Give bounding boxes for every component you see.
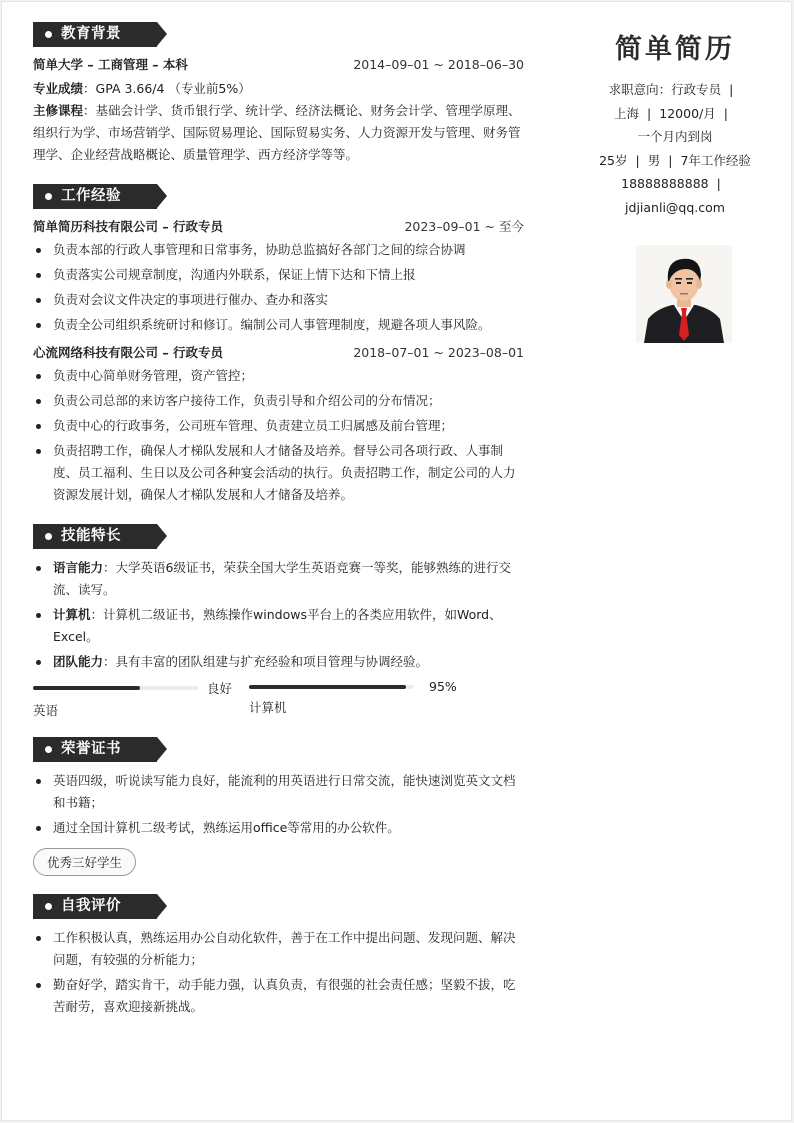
section-header-self-eval [33,894,157,919]
gpa-value: ：GPA 3.66/4 （专业前5%） [83,81,251,96]
section-header-education [33,22,157,47]
skill-level: 良好 [207,681,233,696]
skill-label: 语言能力 [53,560,104,575]
left-column [33,22,524,1036]
list-item: 英语四级，听说读写能力良好，能流利的用英语进行日常交流，能快速浏览英文文档和书籍； [33,770,524,814]
skill-label: 计算机 [53,607,91,622]
resume-page [1,1,792,1121]
section-title: 荣誉证书 [61,741,121,757]
section-title: 教育背景 [61,26,121,42]
age: 25岁 [599,152,628,168]
skill-text: ：具有丰富的团队组建与扩充经验和项目管理与协调经验。 [103,654,429,669]
skill-label: 团队能力 [53,654,104,669]
intent-line [562,78,788,102]
list-item: 负责中心简单财务管理，资产管控； [33,365,524,387]
personal-line [562,149,788,173]
bullet-dot-icon [45,746,52,753]
bullet-dot-icon [45,31,52,38]
separator: | [723,105,728,121]
job-header [33,344,524,362]
separator: | [729,82,734,97]
list-item [33,557,524,601]
courses-line [33,100,524,166]
salary: 12000/月 [659,105,716,121]
courses-value: ：基础会计学、货币银行学、统计学、经济法概论、财务会计学、管理学原理、组织行为学、市场营销学、国际贸易理论、国际贸易实务、人力资源开发与管理、财务管理学、企业经营战略概论、质量管理学、西方经济学等等。 [33,103,521,162]
skill-text: ：计算机二级证书，熟练操作windows平台上的各类应用软件，如Word、Excel。 [53,607,502,644]
list-item: 负责全公司组织系统研讨和修订。编制公司人事管理制度，规避各项人事风险。 [33,314,524,336]
list-item: 勤奋好学，踏实肯干，动手能力强，认真负责，有很强的社会责任感；坚毅不拔，吃苦耐劳，喜欢迎接新挑战。 [33,974,524,1018]
list-item [33,651,524,673]
list-item: 工作积极认真，熟练运用办公自动化软件，善于在工作中提出问题、发现问题、解决问题，有较强的分析能力； [33,927,524,971]
job-entry [33,344,524,506]
courses-label: 主修课程 [33,103,84,118]
skill-bars [33,679,524,719]
city: 上海 [614,105,640,121]
skill-bar-computer [249,679,465,719]
section-title: 技能特长 [61,528,121,544]
skill-name: 计算机 [249,700,287,715]
job-dates: 2023–09–01 ~ 至今 [404,219,524,234]
separator: | [668,152,673,168]
honors-section [33,737,524,876]
job-duties [33,365,524,506]
education-section [33,22,524,166]
phone: 18888888888 [621,176,709,191]
section-header-honors [33,737,157,762]
profile-column [562,30,788,343]
skill-name: 英语 [33,703,59,718]
list-item: 负责对会议文件决定的事项进行催办、查办和落实 [33,289,524,311]
honors-list [33,770,524,839]
job-duties [33,239,524,336]
section-header-work [33,184,157,209]
job-header [33,218,524,236]
education-row [33,56,524,74]
section-header-skills [33,524,157,549]
list-item [33,604,524,648]
separator: | [635,152,640,168]
education-dates: 2014–09–01 ~ 2018–06–30 [353,57,524,72]
progress-track [249,685,414,689]
portrait-icon [636,245,732,343]
job-title: 心流网络科技有限公司 – 行政专员 [33,345,223,360]
intent-value: 行政专员 [671,82,722,97]
section-title: 自我评价 [61,898,121,914]
skills-section [33,524,524,719]
gender: 男 [647,152,661,168]
separator: | [647,105,652,121]
job-title: 简单简历科技有限公司 – 行政专员 [33,219,223,234]
avatar [636,245,732,343]
list-item: 负责中心的行政事务，公司班车管理、负责建立员工归属感及前台管理； [33,415,524,437]
list-item: 通过全国计算机二级考试，熟练运用office等常用的办公软件。 [33,817,524,839]
job-entry [33,218,524,336]
self-eval-section [33,894,524,1018]
list-item: 负责本部的行政人事管理和日常事务，协助总监搞好各部门之间的综合协调 [33,239,524,261]
progress-track [33,686,198,690]
intent-label: 求职意向： [608,82,672,97]
honor-tag: 优秀三好学生 [33,848,136,876]
work-section [33,184,524,506]
self-eval-list [33,927,524,1018]
gpa-line [33,78,524,100]
location-line [562,102,788,126]
bullet-dot-icon [45,533,52,540]
progress-fill [249,685,406,689]
job-dates: 2018–07–01 ~ 2023–08–01 [353,345,524,360]
availability: 一个月内到岗 [637,129,713,144]
list-item: 负责公司总部的来访客户接待工作，负责引导和介绍公司的分布情况； [33,390,524,412]
experience: 7年工作经验 [680,152,751,168]
skill-text: ：大学英语6级证书，荣获全国大学生英语竞赛一等奖，能够熟练的进行交流、读写。 [53,560,511,597]
skills-list [33,557,524,673]
gpa-label: 专业成绩 [33,81,84,96]
section-title: 工作经验 [61,188,121,204]
bullet-dot-icon [45,903,52,910]
progress-fill [33,686,140,690]
separator: | [716,176,721,191]
bullet-dot-icon [45,193,52,200]
email: jdjianli@qq.com [625,199,725,215]
list-item: 负责招聘工作，确保人才梯队发展和人才储备及培养。督导公司各项行政、人事制度、员工福利、生日以及公司各种宴会活动的执行。负责招聘工作，制定公司的人力资源发展计划，确保人才梯队发展和人才储备及培养。 [33,440,524,506]
resume-name: 简单简历 [615,34,735,65]
skill-bar-english [33,679,249,719]
phone-line [562,172,788,196]
school-line: 简单大学 – 工商管理 – 本科 [33,57,188,72]
list-item: 负责落实公司规章制度，沟通内外联系，保证上情下达和下情上报 [33,264,524,286]
skill-level: 95% [429,679,457,694]
